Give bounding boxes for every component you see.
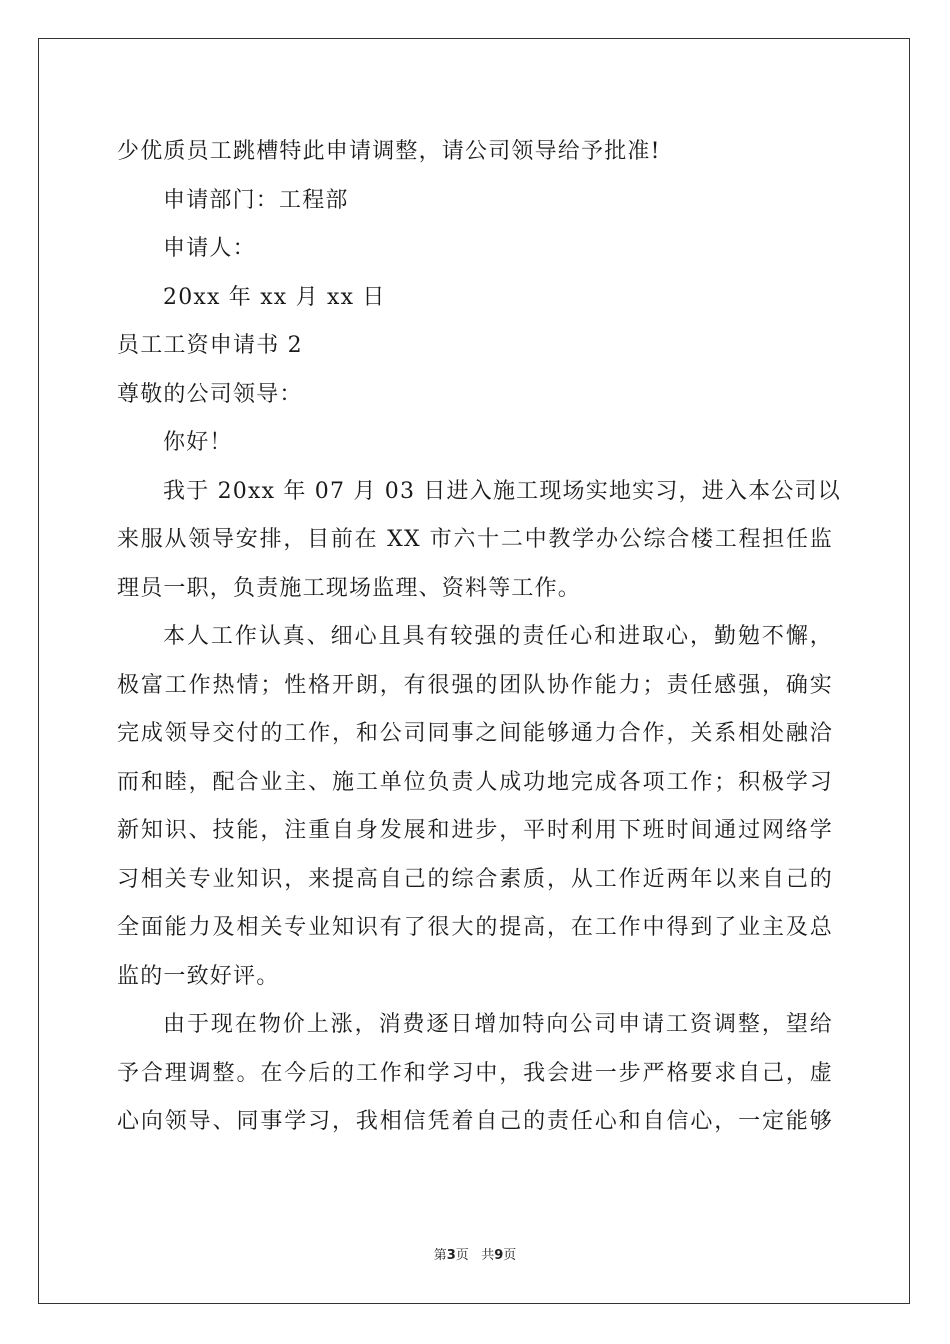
text-line: 少优质员工跳槽特此申请调整，请公司领导给予批准! [117, 139, 661, 164]
text-line: 员工工资申请书 2 [117, 333, 303, 358]
footer-prefix: 第 [433, 1248, 447, 1263]
text-line: 极富工作热情；性格开朗，有很强的团队协作能力；责任感强，确实 [117, 672, 833, 698]
text-line: 完成领导交付的工作，和公司同事之间能够通力合作，关系相处融洽 [117, 721, 833, 746]
document-body [117, 128, 841, 1147]
page-footer [0, 1244, 950, 1263]
text-line: 予合理调整。在今后的工作和学习中，我会进一步严格要求自己，虚 [117, 1060, 833, 1086]
footer-total-pages: 9 [494, 1248, 504, 1263]
text-line: 由于现在物价上涨，消费逐日增加特向公司申请工资调整，望给 [163, 1012, 833, 1037]
text-line: 20xx 年 xx 月 xx 日 [163, 284, 386, 310]
footer-total-suffix: 页 [503, 1248, 517, 1263]
text-line: 来服从领导安排，目前在 XX 市六十二中教学办公综合楼工程担任监 [117, 527, 833, 552]
footer-page-suffix: 页 [455, 1248, 469, 1263]
text-line: 你好！ [163, 430, 233, 455]
text-line: 监的一致好评。 [117, 963, 280, 989]
footer-page-number: 3 [446, 1248, 456, 1263]
text-line: 我于 20xx 年 07 月 03 日进入施工现场实地实习，进入本公司以 [163, 478, 841, 504]
text-line: 理员一职，负责施工现场监理、资料等工作。 [117, 575, 582, 601]
text-line: 尊敬的公司领导： [117, 381, 303, 407]
text-line: 习相关专业知识，来提高自己的综合素质，从工作近两年以来自己的 [117, 866, 833, 892]
text-line: 心向领导、同事学习，我相信凭着自己的责任心和自信心，一定能够 [117, 1109, 833, 1134]
text-line: 申请部门：工程部 [163, 187, 349, 213]
text-line: 申请人： [163, 236, 256, 261]
footer-total-prefix: 共 [481, 1248, 495, 1263]
text-line: 而和睦，配合业主、施工单位负责人成功地完成各项工作；积极学习 [117, 769, 833, 795]
text-line: 全面能力及相关专业知识有了很大的提高，在工作中得到了业主及总 [117, 915, 833, 940]
text-line: 本人工作认真、细心且具有较强的责任心和进取心，勤勉不懈， [163, 624, 833, 649]
text-line: 新知识、技能，注重自身发展和进步，平时利用下班时间通过网络学 [117, 818, 833, 843]
